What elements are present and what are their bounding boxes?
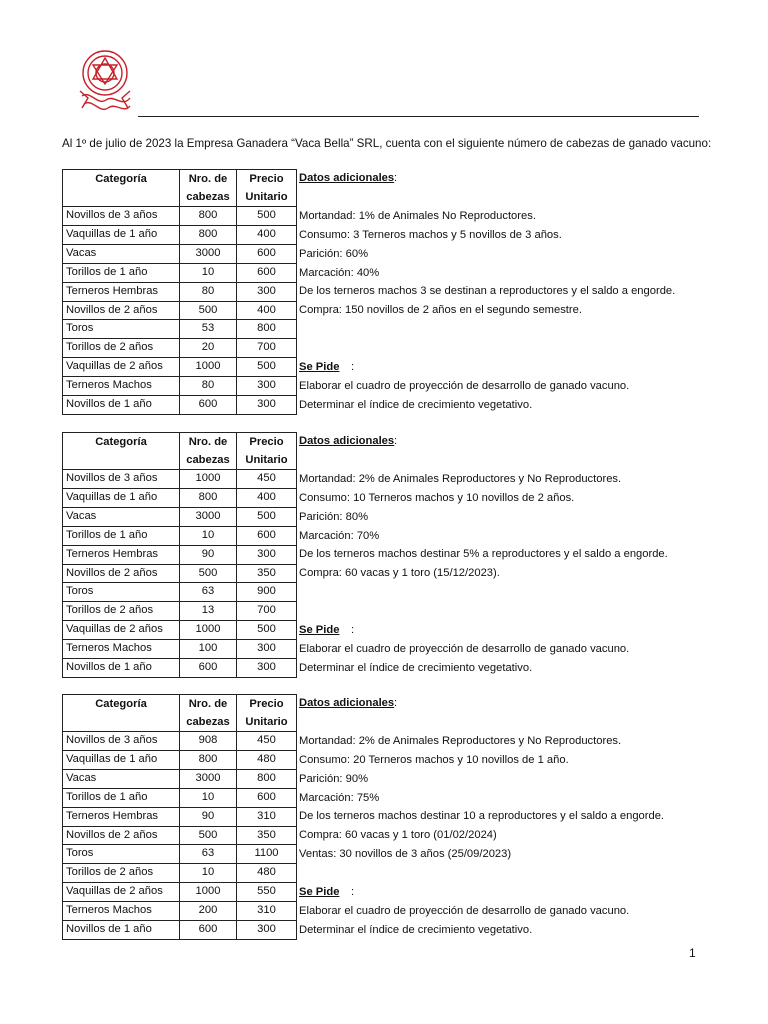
header-precio-line1: Precio	[249, 698, 284, 710]
heading-colon: :	[394, 697, 398, 709]
dato-line: Mortandad: 2% de Animales Reproductores y No Reproductores.	[299, 734, 622, 747]
table-row	[63, 358, 297, 377]
table-row	[63, 282, 297, 301]
cell-cabezas: 13	[180, 602, 237, 621]
cell-precio: 800	[237, 769, 297, 788]
cell-precio: 450	[237, 470, 297, 489]
cell-cabezas: 908	[180, 732, 237, 751]
dato-line: Mortandad: 2% de Animales Reproductores y No Reproductores.	[299, 472, 622, 485]
cell-precio: 550	[237, 883, 297, 902]
cell-precio: 400	[237, 225, 297, 244]
cell-categoria: Torillos de 1 año	[63, 788, 180, 807]
dato-line: Marcación: 40%	[299, 266, 380, 279]
cell-precio: 400	[237, 301, 297, 320]
cell-cabezas: 500	[180, 301, 237, 320]
table-row	[63, 470, 297, 489]
cell-categoria: Toros	[63, 845, 180, 864]
dato-line: Parición: 90%	[299, 772, 369, 785]
cell-categoria: Torillos de 2 años	[63, 864, 180, 883]
table-row	[63, 750, 297, 769]
header-precio-unitario	[237, 695, 297, 732]
dato-line: Compra: 150 novillos de 2 años en el segundo semestre.	[299, 304, 582, 317]
cell-cabezas: 20	[180, 339, 237, 358]
cell-precio: 350	[237, 826, 297, 845]
cell-precio: 700	[237, 339, 297, 358]
header-precio-unitario	[237, 170, 297, 207]
table-row	[63, 826, 297, 845]
cell-categoria: Toros	[63, 320, 180, 339]
university-seal-icon	[76, 46, 134, 118]
table-row	[63, 545, 297, 564]
se-pide-heading: Se Pide	[299, 886, 340, 898]
cell-cabezas: 1000	[180, 358, 237, 377]
dato-line: Consumo: 10 Terneros machos y 10 novillos de 2 años.	[299, 491, 575, 504]
cell-cabezas: 63	[180, 845, 237, 864]
table-row	[63, 526, 297, 545]
cell-cabezas: 200	[180, 902, 237, 921]
table-row	[63, 902, 297, 921]
cell-categoria: Vaquillas de 1 año	[63, 750, 180, 769]
header-precio-unitario	[237, 433, 297, 470]
se-pide-heading: Se Pide	[299, 624, 340, 636]
cell-precio: 300	[237, 282, 297, 301]
table-row	[63, 659, 297, 678]
cell-precio: 600	[237, 788, 297, 807]
cell-categoria: Novillos de 1 año	[63, 921, 180, 940]
cell-precio: 600	[237, 526, 297, 545]
cell-precio: 1100	[237, 845, 297, 864]
header-nro-line1: Nro. de	[188, 698, 228, 710]
cell-categoria: Novillos de 1 año	[63, 396, 180, 415]
cell-cabezas: 10	[180, 263, 237, 282]
dato-line: Mortandad: 1% de Animales No Reproductores.	[299, 209, 536, 222]
cell-cabezas: 500	[180, 564, 237, 583]
table-row	[63, 207, 297, 226]
cell-categoria: Vaquillas de 1 año	[63, 225, 180, 244]
cell-cabezas: 10	[180, 526, 237, 545]
header-nro-cabezas	[180, 695, 237, 732]
cell-cabezas: 63	[180, 583, 237, 602]
table-header-row	[63, 695, 297, 732]
cell-cabezas: 800	[180, 750, 237, 769]
table-row	[63, 507, 297, 526]
cell-precio: 310	[237, 902, 297, 921]
cell-precio: 480	[237, 750, 297, 769]
dato-line: Parición: 80%	[299, 510, 369, 523]
dato-line: Compra: 60 vacas y 1 toro (01/02/2024)	[299, 829, 497, 842]
cell-precio: 300	[237, 377, 297, 396]
cell-precio: 500	[237, 207, 297, 226]
cell-categoria: Vaquillas de 2 años	[63, 358, 180, 377]
cell-categoria: Terneros Machos	[63, 640, 180, 659]
table-row	[63, 377, 297, 396]
datos-adicionales-heading: Datos adicionales	[299, 435, 395, 447]
heading-colon: :	[394, 172, 398, 184]
heading-colon: :	[351, 624, 355, 636]
cell-categoria: Novillos de 3 años	[63, 207, 180, 226]
cell-cabezas: 80	[180, 377, 237, 396]
cell-cabezas: 1000	[180, 470, 237, 489]
table-row	[63, 640, 297, 659]
cell-categoria: Vacas	[63, 769, 180, 788]
pide-line: Elaborar el cuadro de proyección de desarrollo de ganado vacuno.	[299, 904, 630, 917]
header-categoria: Categoría	[63, 695, 180, 732]
datos-adicionales-heading: Datos adicionales	[299, 172, 395, 184]
heading-colon: :	[351, 361, 355, 373]
header-nro-line1: Nro. de	[188, 173, 228, 185]
table-row	[63, 320, 297, 339]
cell-precio: 300	[237, 659, 297, 678]
cell-cabezas: 800	[180, 488, 237, 507]
heading-colon: :	[351, 886, 355, 898]
cell-precio: 300	[237, 640, 297, 659]
cell-cabezas: 600	[180, 921, 237, 940]
cell-precio: 300	[237, 921, 297, 940]
cell-cabezas: 1000	[180, 883, 237, 902]
table-row	[63, 396, 297, 415]
cell-precio: 500	[237, 358, 297, 377]
table-row	[63, 788, 297, 807]
header-nro-line2: cabezas	[186, 191, 230, 203]
cell-categoria: Terneros Machos	[63, 902, 180, 921]
table-row	[63, 621, 297, 640]
table-header-row	[63, 170, 297, 207]
cell-cabezas: 800	[180, 225, 237, 244]
cell-precio: 350	[237, 564, 297, 583]
cell-cabezas: 3000	[180, 507, 237, 526]
table-row	[63, 244, 297, 263]
dato-line: Compra: 60 vacas y 1 toro (15/12/2023).	[299, 567, 500, 580]
table-row	[63, 583, 297, 602]
table-row	[63, 339, 297, 358]
cell-cabezas: 10	[180, 788, 237, 807]
cell-precio: 600	[237, 263, 297, 282]
cell-categoria: Terneros Hembras	[63, 807, 180, 826]
table-row	[63, 769, 297, 788]
cell-precio: 310	[237, 807, 297, 826]
header-nro-line2: cabezas	[186, 716, 230, 728]
cell-categoria: Torillos de 1 año	[63, 263, 180, 282]
cell-cabezas: 100	[180, 640, 237, 659]
cattle-table	[62, 432, 297, 678]
pide-line: Elaborar el cuadro de proyección de desarrollo de ganado vacuno.	[299, 379, 630, 392]
cell-precio: 700	[237, 602, 297, 621]
cell-categoria: Novillos de 3 años	[63, 732, 180, 751]
table-row	[63, 883, 297, 902]
cell-categoria: Torillos de 1 año	[63, 526, 180, 545]
cell-categoria: Novillos de 2 años	[63, 301, 180, 320]
cell-categoria: Novillos de 1 año	[63, 659, 180, 678]
table-row	[63, 864, 297, 883]
header-precio-line2: Unitario	[245, 716, 288, 728]
dato-line: Parición: 60%	[299, 247, 369, 260]
cell-categoria: Torillos de 2 años	[63, 339, 180, 358]
cell-precio: 800	[237, 320, 297, 339]
cell-cabezas: 90	[180, 545, 237, 564]
dato-line: De los terneros machos 3 se destinan a reproductores y el saldo a engorde.	[299, 285, 676, 298]
header-categoria: Categoría	[63, 170, 180, 207]
cell-categoria: Terneros Hembras	[63, 282, 180, 301]
header-nro-line2: cabezas	[186, 454, 230, 466]
datos-adicionales-heading: Datos adicionales	[299, 697, 395, 709]
dato-line: Ventas: 30 novillos de 3 años (25/09/2023)	[299, 848, 512, 861]
pide-line: Determinar el índice de crecimiento vegetativo.	[299, 923, 533, 936]
header-precio-line2: Unitario	[245, 454, 288, 466]
header-rule	[138, 116, 699, 117]
cell-categoria: Novillos de 3 años	[63, 470, 180, 489]
pide-line: Elaborar el cuadro de proyección de desarrollo de ganado vacuno.	[299, 642, 630, 655]
cell-cabezas: 1000	[180, 621, 237, 640]
table-row	[63, 845, 297, 864]
table-row	[63, 602, 297, 621]
cattle-table	[62, 694, 297, 940]
page-number: 1	[689, 946, 696, 960]
cell-cabezas: 600	[180, 396, 237, 415]
table-row	[63, 732, 297, 751]
cell-cabezas: 3000	[180, 769, 237, 788]
cattle-table	[62, 169, 297, 415]
cell-cabezas: 10	[180, 864, 237, 883]
dato-line: Consumo: 3 Terneros machos y 5 novillos de 3 años.	[299, 228, 562, 241]
cell-categoria: Novillos de 2 años	[63, 826, 180, 845]
dato-line: Marcación: 75%	[299, 791, 380, 804]
cell-categoria: Terneros Hembras	[63, 545, 180, 564]
cell-precio: 300	[237, 396, 297, 415]
pide-line: Determinar el índice de crecimiento vegetativo.	[299, 661, 533, 674]
cell-categoria: Torillos de 2 años	[63, 602, 180, 621]
dato-line: Consumo: 20 Terneros machos y 10 novillos de 1 año.	[299, 753, 569, 766]
header-nro-line1: Nro. de	[188, 436, 228, 448]
cell-precio: 400	[237, 488, 297, 507]
cell-precio: 600	[237, 244, 297, 263]
table-row	[63, 301, 297, 320]
table-row	[63, 263, 297, 282]
cell-categoria: Vacas	[63, 507, 180, 526]
table-row	[63, 921, 297, 940]
cell-categoria: Vacas	[63, 244, 180, 263]
dato-line: Marcación: 70%	[299, 529, 380, 542]
pide-line: Determinar el índice de crecimiento vegetativo.	[299, 398, 533, 411]
table-row	[63, 807, 297, 826]
header-precio-line1: Precio	[249, 436, 284, 448]
cell-categoria: Vaquillas de 1 año	[63, 488, 180, 507]
cell-cabezas: 90	[180, 807, 237, 826]
cell-precio: 450	[237, 732, 297, 751]
table-row	[63, 225, 297, 244]
cell-precio: 900	[237, 583, 297, 602]
cell-cabezas: 80	[180, 282, 237, 301]
header-precio-line2: Unitario	[245, 191, 288, 203]
cell-precio: 300	[237, 545, 297, 564]
se-pide-heading: Se Pide	[299, 361, 340, 373]
cell-cabezas: 800	[180, 207, 237, 226]
table-row	[63, 488, 297, 507]
heading-colon: :	[394, 435, 398, 447]
cell-categoria: Novillos de 2 años	[63, 564, 180, 583]
cell-cabezas: 500	[180, 826, 237, 845]
intro-text: Al 1º de julio de 2023 la Empresa Ganadera “Vaca Bella” SRL, cuenta con el siguiente número de cabezas de ganado vacuno:	[62, 137, 712, 150]
cell-categoria: Vaquillas de 2 años	[63, 883, 180, 902]
header-precio-line1: Precio	[249, 173, 284, 185]
cell-categoria: Vaquillas de 2 años	[63, 621, 180, 640]
cell-categoria: Toros	[63, 583, 180, 602]
cell-categoria: Terneros Machos	[63, 377, 180, 396]
table-header-row	[63, 433, 297, 470]
dato-line: De los terneros machos destinar 5% a reproductores y el saldo a engorde.	[299, 548, 668, 561]
header-categoria: Categoría	[63, 433, 180, 470]
cell-cabezas: 53	[180, 320, 237, 339]
dato-line: De los terneros machos destinar 10 a reproductores y el saldo a engorde.	[299, 810, 665, 823]
header-nro-cabezas	[180, 170, 237, 207]
header-nro-cabezas	[180, 433, 237, 470]
cell-precio: 500	[237, 621, 297, 640]
cell-cabezas: 3000	[180, 244, 237, 263]
table-row	[63, 564, 297, 583]
cell-precio: 480	[237, 864, 297, 883]
cell-precio: 500	[237, 507, 297, 526]
cell-cabezas: 600	[180, 659, 237, 678]
